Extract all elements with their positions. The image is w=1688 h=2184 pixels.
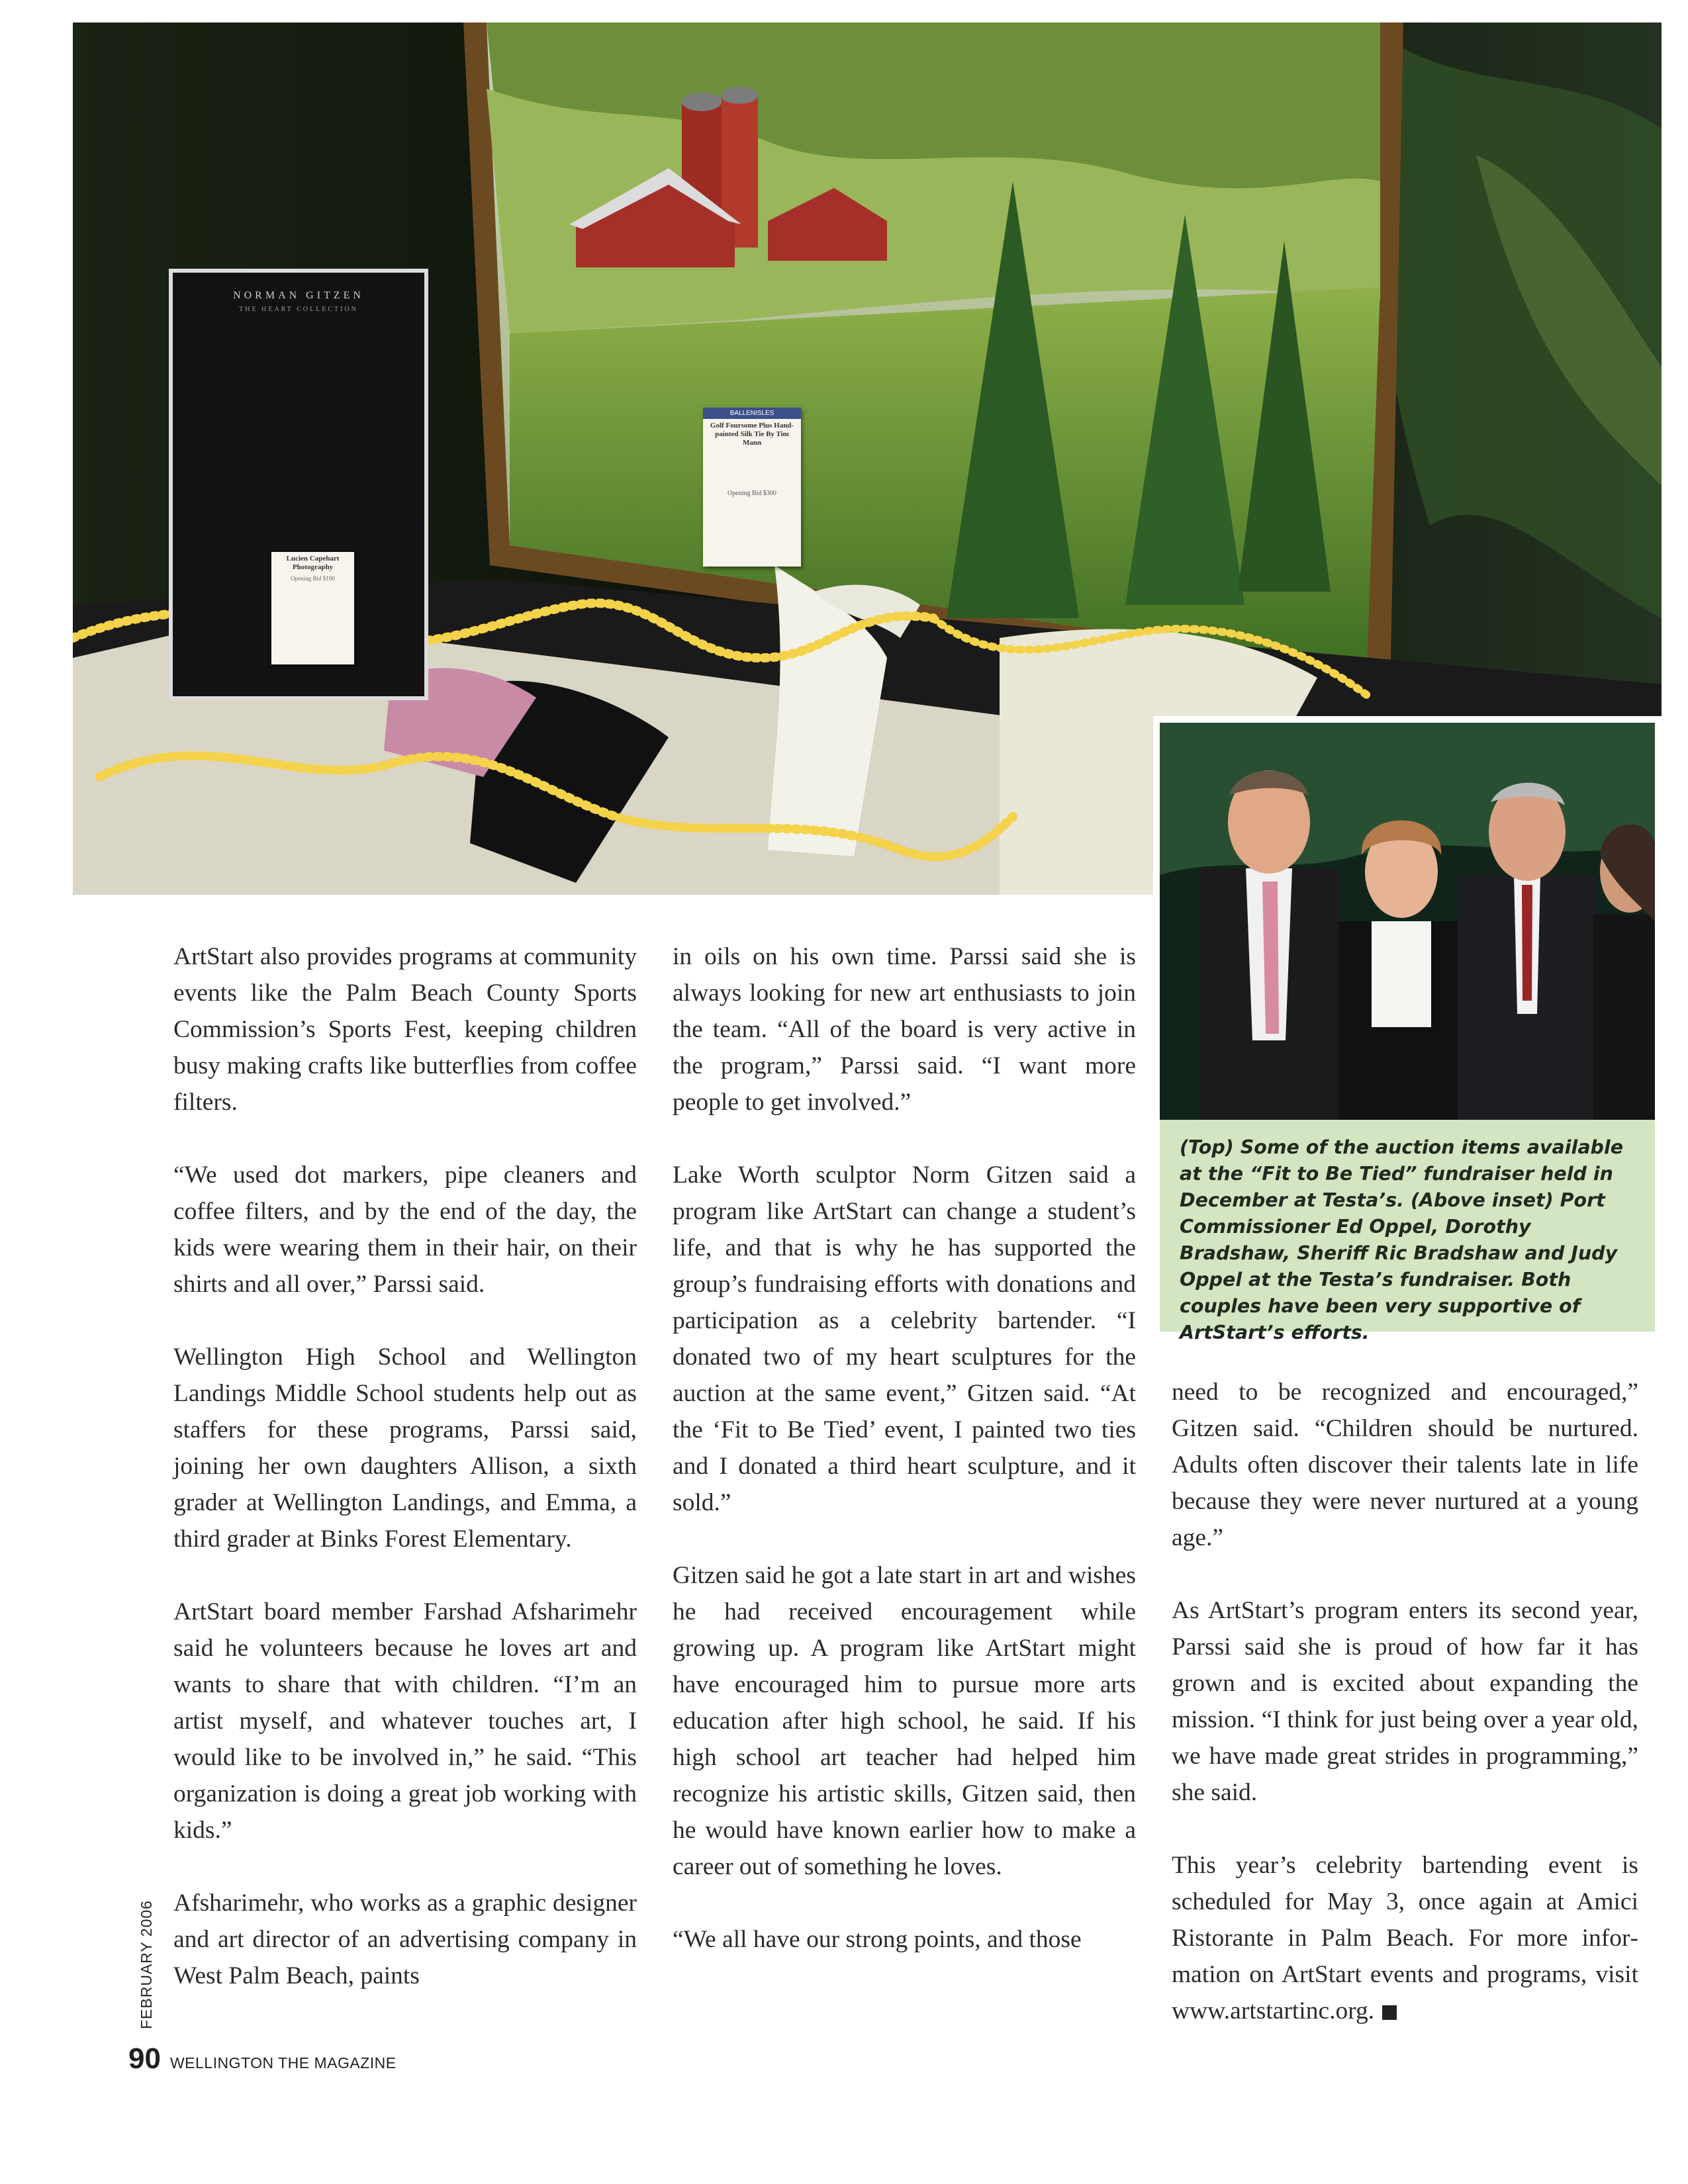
issue-date: FEBRUARY 2006	[138, 1900, 155, 2029]
end-of-article-mark	[1382, 2005, 1397, 2020]
paragraph: “We used dot markers, pipe cleaners and coffee filters, and by the end of the day, the kids were wearing them in their hair, on their shirts and all over,” Parssi said.	[173, 1161, 637, 1298]
placard-sponsor: BALLENISLES	[703, 408, 801, 419]
paragraph: ArtStart also provides programs at community events like the Palm Beach County Sports Commission’s Sports Fest, keeping children busy making crafts like butterflies from coffee filters.	[173, 943, 637, 1116]
folio	[128, 2042, 397, 2075]
placard-bid: Opening Bid $100	[291, 575, 335, 582]
card-collection-name: THE HEART COLLECTION	[239, 306, 358, 313]
placard-bid: Opening Bid $300	[727, 490, 776, 497]
placard-title: Lucien Capehart Photography	[286, 555, 340, 571]
final-paragraph-text: This year’s celebrity bartending event is scheduled for May 3, once again at Amici Ristorante in Palm Beach. For more information on ArtStart events and programs, visit www.artstartinc.org.	[1172, 1852, 1638, 2025]
article-column-2	[673, 938, 1136, 1958]
paragraph: ArtStart board member Farshad Afsharimehr said he volunteers because he loves art and wants to share that with children. “I’m an artist myself, and whatever touches art, I would like to be involved in,” he said. “This organization is doing a great job working with kids.”	[173, 1598, 637, 1844]
paragraph: Gitzen said he got a late start in art and wishes he had received encouragement while growing up. A program like ArtStart might have encouraged him to pursue more arts education after high school, he said. If his high school art teacher had helped him recognize his artistic skills, Gitzen said, then he would have known earlier how to make a career out of something he loves.	[673, 1562, 1136, 1880]
article-column-3	[1172, 1374, 1638, 2029]
placard-title: Golf Foursome Plus Hand-painted Silk Tie By Tim Mann	[710, 422, 794, 447]
paragraph: Lake Worth sculptor Norm Gitzen said a program like ArtStart can change a student’s life, and that is why he has supported the group’s fundraising efforts with donations and participation as a celebrity bartender. “I donated two of my heart sculptures for the auction at the same event,” Gitzen said. “At the ‘Fit to Be Tied’ event, I painted two ties and I donated a third heart sculpture, and it sold.”	[673, 1161, 1136, 1516]
paragraph: in oils on his own time. Parssi said she is always looking for new art enthusiasts to join the team. “All of the board is very active in the program,” Parssi said. “I want more people to get involved.”	[673, 943, 1136, 1116]
inset-photo-frame	[1153, 716, 1662, 1343]
paragraph: Afsharimehr, who works as a graphic designer and art director of an advertising company in West Palm Beach, paints	[173, 1889, 637, 1989]
page-number: 90	[128, 2042, 161, 2075]
inset-people-photo	[1160, 723, 1655, 1120]
paragraph: need to be recognized and encouraged,” Gitzen said. “Children should be nurtured. Adults often discover their talents late in life because they were never nurtured at a young age.”	[1172, 1379, 1638, 1551]
paragraph: Wellington High School and Wellington Landings Middle School students help out as staffers for these programs, Parssi said, joining her own daughters Allison, a sixth grader at Wellington Landings, and Emma, a third grader at Binks Forest Elementary.	[173, 1343, 637, 1553]
card-artist-name: NORMAN GITZEN	[233, 290, 364, 301]
paragraph: “We all have our strong points, and those	[673, 1926, 1082, 1953]
magazine-name: WELLINGTON THE MAGAZINE	[169, 2054, 397, 2071]
photography-placard	[271, 552, 354, 664]
photo-caption: (Top) Some of the auction items available at the “Fit to Be Tied” fundraiser held in December at Testa’s. (Above inset) Port Commissioner Ed Oppel, Dorothy Bradshaw, Sheriff Ric Bradshaw and Judy Oppel at the Testa’s fundraiser. Both couples have been very supportive of ArtStart’s efforts.	[1160, 1120, 1655, 1332]
paragraph-final	[1172, 1847, 1638, 2029]
people-graphic	[1160, 723, 1655, 1120]
golf-tie-placard	[703, 408, 801, 567]
paragraph: As ArtStart’s program enters its second year, Parssi said she is proud of how far it has grown and is excited about expanding the mission. “I think for just being over a year old, we have made great strides in programming,” she said.	[1172, 1597, 1638, 1806]
article-column-1	[173, 938, 637, 1994]
